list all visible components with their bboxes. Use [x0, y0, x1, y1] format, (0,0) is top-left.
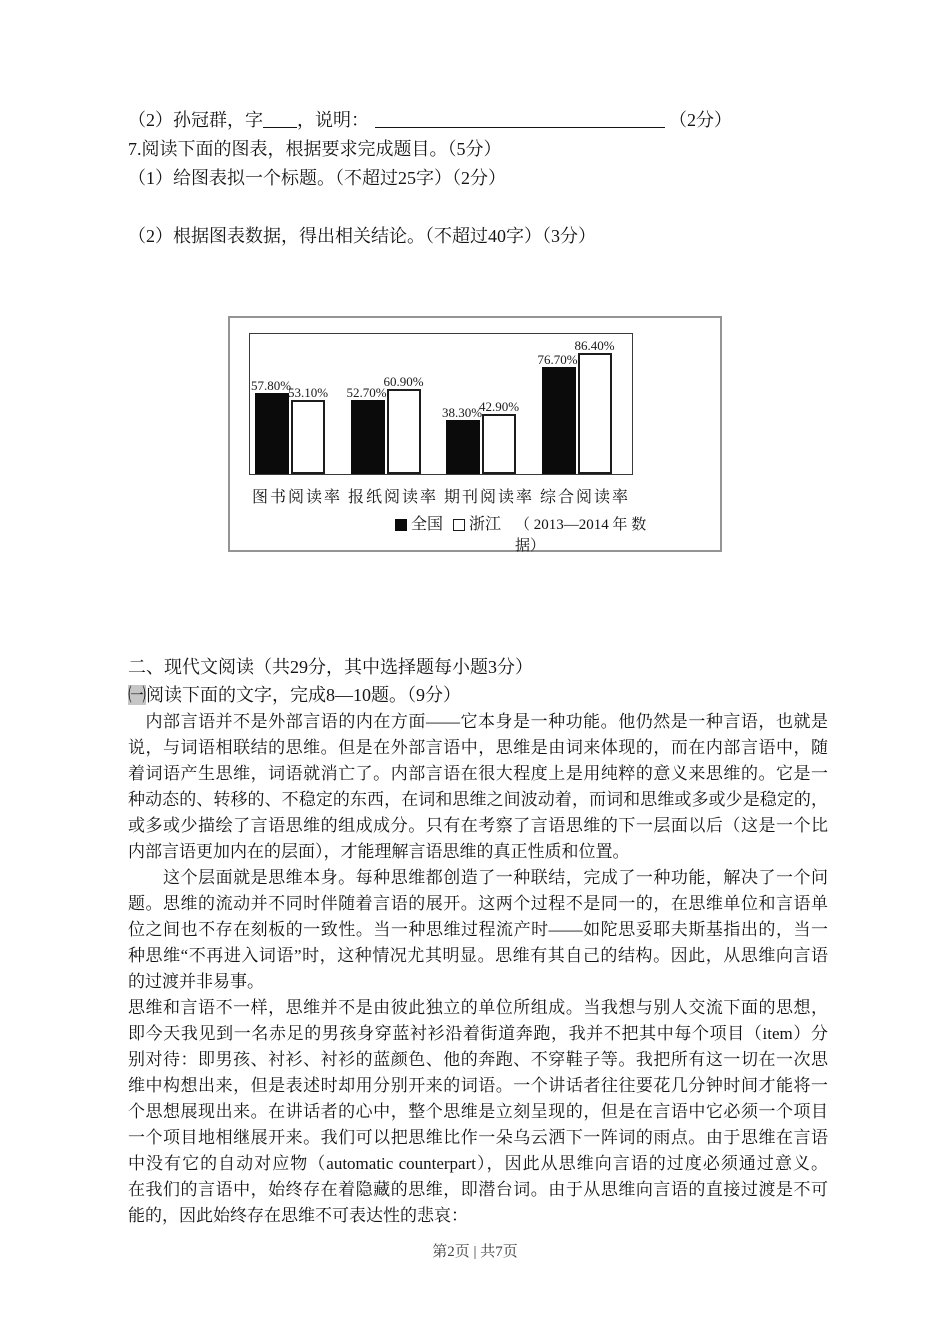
legend-label-zhejiang: 浙江	[469, 516, 502, 533]
bar-national	[255, 393, 289, 474]
question-6-2-mid: ，说明：	[297, 110, 369, 130]
bar-national	[351, 400, 385, 474]
passage-line: 即今天我见到一名赤足的男孩身穿蓝衬衫沿着街道奔跑，我并不把其中每个项目（item）分	[128, 1024, 828, 1043]
passage-line: 种动态的、转移的、不稳定的东西，在词和思维之间波动着，而词和思维或多或少是稳定的，	[128, 790, 828, 809]
passage-line: 说，与词语相联结的思维。但是在外部言语中，思维是由词来体现的，而在内部言语中，随	[128, 738, 828, 757]
passage-line: 别对待：即男孩、衬衫、衬衫的蓝颜色、他的奔跑、不穿鞋子等。我把所有这一切在一次思	[128, 1050, 828, 1069]
chart-plot	[249, 333, 633, 475]
bar-group	[537, 334, 632, 474]
category-label: 综合阅读率	[539, 489, 630, 506]
legend-item-zhejiang	[453, 515, 501, 535]
bar-zhejiang	[578, 353, 612, 474]
subsection-text: 阅读下面的文字，完成8—10题。（9分）	[146, 685, 461, 705]
passage-line: 在我们的言语中，始终存在着隐藏的思维，即潜台词。由于从思维向言语的直接过渡是不可	[128, 1180, 828, 1199]
bar-group	[346, 334, 441, 474]
bar-national	[446, 420, 480, 474]
category-label: 报纸阅读率	[347, 489, 438, 506]
chart-categories	[249, 484, 633, 507]
blank-line	[128, 193, 828, 222]
bar-value-label: 57.80%	[250, 378, 292, 394]
passage-line: 中没有它的自动对应物（automatic counterpart），因此从思维向言语的过度必须通过意义。	[128, 1154, 828, 1173]
category-label: 图书阅读率	[251, 489, 342, 506]
legend-swatch-zhejiang	[453, 519, 465, 531]
question-7: 7.阅读下面的图表，根据要求完成题目。（5分）	[128, 139, 502, 159]
bar-group	[250, 334, 345, 474]
bar-value-label: 86.40%	[574, 338, 615, 354]
answer-blank-long	[375, 113, 665, 128]
bar-value-label: 76.70%	[537, 351, 578, 367]
question-7-1: （1）给图表拟一个标题。（不超过25字）（2分）	[128, 168, 506, 188]
bar-national	[542, 367, 576, 474]
reading-rate-chart	[228, 316, 722, 552]
legend-label-national: 全国	[411, 516, 444, 533]
passage-line: 题。思维的流动并不同时伴随着言语的展开。这两个过程不是同一的，在思维单位和言语单	[128, 894, 828, 913]
passage-line: 位之间也不存在刻板的一致性。当一种思维过程流产时——如陀思妥耶夫斯基指出的，当一	[128, 920, 828, 939]
bar-value-label: 42.90%	[478, 398, 520, 414]
bar-value-label: 53.10%	[287, 384, 329, 400]
passage-line: 的过渡并非易事。	[128, 972, 264, 991]
passage-line: 内部言语并不是外部言语的内在方面——它本身是一种功能。他仍然是一种言语，也就是	[128, 712, 828, 731]
passage-line: 一个项目地相继展开来。我们可以把思维比作一朵乌云洒下一阵词的雨点。由于思维在言语	[128, 1128, 828, 1147]
question-6-2-prefix: （2）孙冠群，字	[128, 110, 263, 130]
passage-line: 或多或少描绘了言语思维的组成成分。只有在考察了言语思维的下一层面以后（这是一个比	[128, 816, 828, 835]
chart-legend	[395, 515, 655, 557]
question-7-2: （2）根据图表数据，得出相关结论。（不超过40字）（3分）	[128, 226, 596, 246]
legend-item-national	[395, 515, 443, 535]
passage-line: 能的，因此始终存在思维不可表达性的悲哀：	[128, 1206, 468, 1225]
question-6-2-score: （2分）	[669, 110, 732, 130]
question-6-2	[128, 106, 828, 135]
category-label: 期刊阅读率	[443, 489, 534, 506]
subsection-marker: ㈠	[128, 685, 146, 705]
passage-line: 思维和言语不一样，思维并不是由彼此独立的单位所组成。当我想与别人交流下面的思想，	[128, 998, 828, 1017]
bar-zhejiang	[482, 414, 516, 474]
passage-line: 种思维“不再进入词语”时，这种情况尤其明显。思维有其自己的结构。因此，从思维向言语	[128, 946, 828, 965]
page-content	[128, 106, 828, 1229]
bar-zhejiang	[291, 400, 325, 474]
section-2-subheading	[128, 681, 828, 709]
bar-zhejiang	[387, 389, 421, 474]
section-2-heading: 二、现代文阅读（共29分，其中选择题每小题3分）	[128, 657, 533, 677]
passage-line: 这个层面就是思维本身。每种思维都创造了一种联结，完成了一种功能，解决了一个问	[128, 868, 828, 887]
passage	[128, 709, 828, 1229]
passage-line: 着词语产生思维，词语就消亡了。内部言语在很大程度上是用纯粹的意义来思维的。它是一	[128, 764, 828, 783]
answer-blank-short	[263, 113, 297, 128]
bar-value-label: 52.70%	[346, 385, 387, 401]
passage-line: 个思想展现出来。在讲话者的心中，整个思维是立刻呈现的，但是在言语中它必须一个项目	[128, 1102, 828, 1121]
legend-note: （ 2013—2014 年 数据）	[515, 517, 647, 554]
page-footer: 第2页 | 共7页	[432, 1244, 518, 1260]
bar-group	[441, 334, 536, 474]
bar-value-label: 38.30%	[441, 405, 483, 421]
bar-value-label: 60.90%	[383, 373, 424, 389]
passage-line: 维中构想出来，但是表述时却用分别开来的词语。一个讲话者往往要花几分钟时间才能将一	[128, 1076, 828, 1095]
legend-swatch-national	[395, 519, 407, 531]
passage-line: 内部言语更加内在的层面），才能理解言语思维的真正性质和位置。	[128, 842, 630, 861]
